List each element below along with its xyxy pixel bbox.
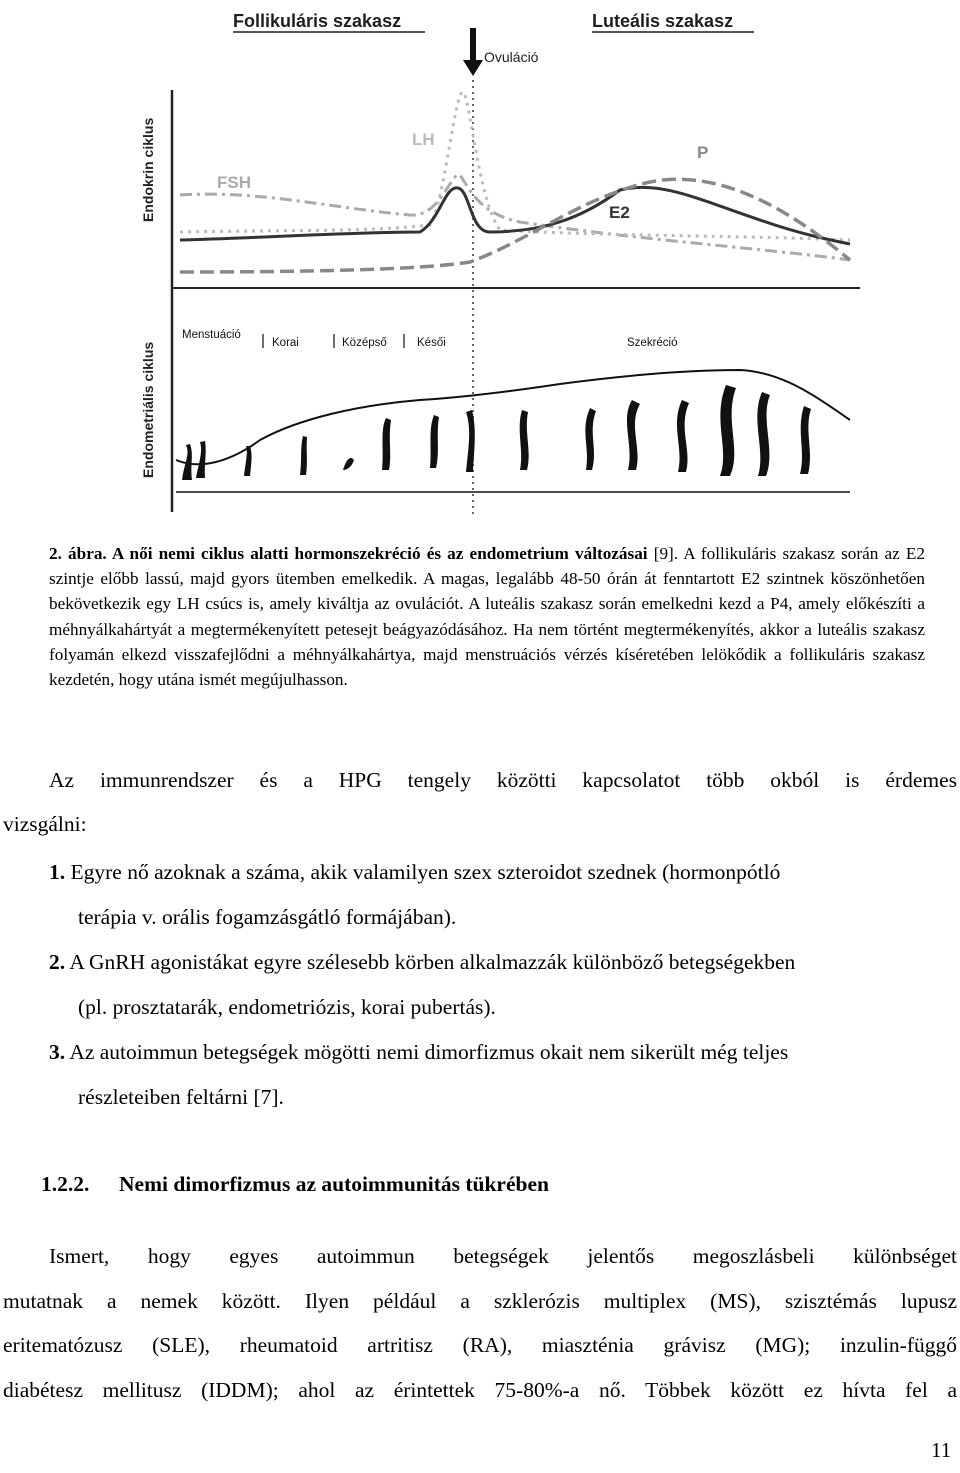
list-item xyxy=(49,940,957,1030)
section-title: Nemi dimorfizmus az autoimmunitás tükrében xyxy=(119,1172,549,1196)
menstrual-cycle-figure xyxy=(0,0,960,520)
list-item-number: 3. xyxy=(49,1040,66,1064)
body-line-1: Ismert, hogy egyes autoimmun betegségek jelentős megoszlásbeli különbséget xyxy=(49,1244,957,1268)
list-item-continuation: részleteiben feltárni [7]. xyxy=(78,1085,284,1109)
phase-follicular-label: Follikuláris szakasz xyxy=(233,11,402,31)
figure-caption xyxy=(49,541,925,692)
list-item-number: 1. xyxy=(49,860,66,884)
intro-line-1: Az immunrendszer és a HPG tengely közötti kapcsolatot több okból is érdemes xyxy=(49,768,957,792)
p-curve xyxy=(180,179,850,272)
caption-text: [9]. A follikuláris szakasz során az E2 szintje előbb lassú, majd gyors ütemben emelkedik. A magas, legalább 48-50 órán át fenntartott E2 szintnek köszönhetően bekövetkezik egy LH csúcs is, amely kiváltja az ovulációt. A luteális szakasz során emelkedni kezd a P4, amely előkészíti a méhnyálkahártyát a megtermékenyített petesejt beágyazódásához. Ha nem történt megtermékenyítés, akkor a luteális szakasz folyamán elkezd visszafejlődni a méhnyálkahártya, majd menstruációs vérzés kíséretében lelökődik a follikuláris szakasz kezdetén, hogy utána ismét megújulhasson. xyxy=(49,544,926,690)
body-line-4: diabétesz mellitusz (IDDM); ahol az érintettek 75-80%-a nő. Többek között ez hívta fel a xyxy=(3,1378,957,1402)
body-line-3: eritematózusz (SLE), rheumatoid artritisz (RA), miaszténia grávisz (MG); inzulin-függő xyxy=(3,1333,957,1357)
list-item-line: A GnRH agonistákat egyre szélesebb körben alkalmazzák különböző betegségekben xyxy=(65,950,796,974)
list-item-line: Az autoimmun betegségek mögötti nemi dimorfizmus okait nem sikerült még teljes xyxy=(65,1040,789,1064)
ovulation-arrow-icon xyxy=(463,28,483,76)
fsh-label: FSH xyxy=(217,173,251,192)
caption-label: 2. ábra. A női nemi ciklus alatti hormonszekréció és az endometrium változásai xyxy=(49,544,648,563)
section-number: 1.2.2. xyxy=(41,1172,90,1196)
stage-middle-label: Középső xyxy=(342,337,387,349)
e2-label: E2 xyxy=(609,203,630,222)
section-heading xyxy=(41,1172,549,1197)
list-item-continuation: (pl. prosztatarák, endometriózis, korai pubertás). xyxy=(78,995,496,1019)
p-label: P xyxy=(697,143,709,162)
body-line-2: mutatnak a nemek között. Ilyen például a szklerózis multiplex (MS), szisztémás lupusz xyxy=(3,1289,957,1313)
lh-label: LH xyxy=(412,130,435,149)
stage-early-label: Korai xyxy=(272,337,299,349)
phase-luteal-label: Luteális szakasz xyxy=(592,11,734,31)
stage-late-label: Késői xyxy=(417,337,446,349)
ovulation-label: Ovuláció xyxy=(484,49,539,65)
stage-menstruation-label: Menstuáció xyxy=(182,329,241,341)
list-item-number: 2. xyxy=(49,950,66,974)
list-item-line: Egyre nő azoknak a száma, akik valamilyen szex szteroidot szednek (hormonpótló xyxy=(65,860,781,884)
page-number: 11 xyxy=(931,1438,952,1462)
endometrial-axis-label: Endometriális ciklus xyxy=(140,341,156,478)
stage-secretion-label: Szekréció xyxy=(627,337,678,349)
intro-line-2: vizsgálni: xyxy=(3,812,87,836)
list-item xyxy=(49,1030,957,1120)
list-item-continuation: terápia v. orális fogamzásgátló formájában). xyxy=(78,905,457,929)
endocrine-axis-label: Endokrin ciklus xyxy=(140,117,156,222)
list-item xyxy=(49,850,957,940)
endometrium-surface-line xyxy=(176,370,850,464)
